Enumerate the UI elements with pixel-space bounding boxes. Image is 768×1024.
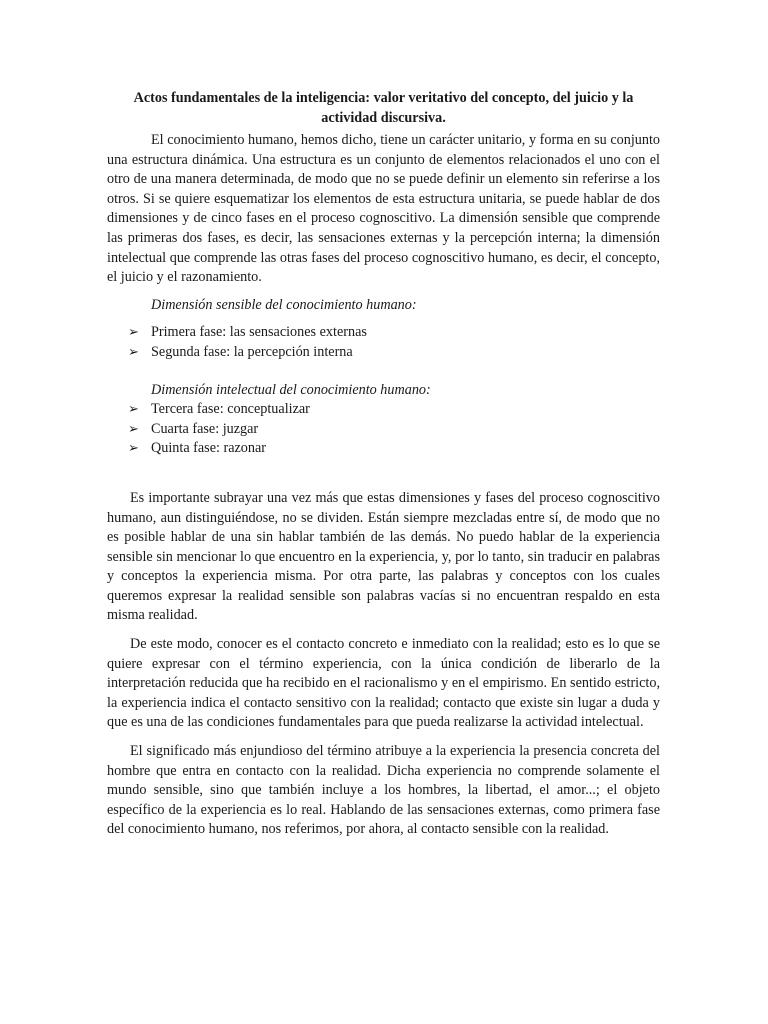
list-item (128, 420, 660, 440)
arrow-bullet-icon: ➢ (128, 421, 139, 437)
body-paragraph-1: Es importante subrayar una vez más que estas dimensiones y fases del proceso cognoscitivo humano, aun distinguiéndose, no se dividen. Están siempre mezcladas entre sí, de modo que no es posible hablar de una sin hablar también de las demás. No puedo hablar de la experiencia sensible sin mencionar lo que encuentro en la experiencia, y, por lo tanto, sin traducir en palabras y conceptos la experiencia misma. Por otra parte, las palabras y conceptos con los cuales queremos expresar la realidad sensible son palabras vacías si no encuentran respaldo en esta misma realidad. (107, 489, 660, 624)
body-paragraph-3: El significado más enjundioso del término atribuye a la experiencia la presencia concreta del hombre que entra en contacto con la realidad. Dicha experiencia no comprende solamente el mundo sensible, sino que también incluye a los hombres, la libertad, el amor...; el objeto específico de la experiencia es lo real. Hablando de las sensaciones externas, como primera fase del conocimiento humano, nos referimos, por ahora, al contacto sensible con la realidad. (107, 743, 660, 838)
list-item (128, 400, 660, 420)
body-paragraph-2: De este modo, conocer es el contacto concreto e inmediato con la realidad; esto es lo que se quiere expresar con el término experiencia, con la única condición de liberarlo de la interpretación reducida que ha recibido en el racionalismo y en el empirismo. En sentido estricto, la experiencia indica el contacto sensitivo con la realidad; contacto que existe sin lugar a duda y que es una de las condiciones fundamentales para que pueda realizarse la actividad intelectual. (107, 636, 660, 731)
arrow-bullet-icon: ➢ (128, 325, 139, 341)
arrow-bullet-icon: ➢ (128, 402, 139, 418)
list-item-text: Tercera fase: conceptualizar (151, 401, 310, 418)
document-page (107, 88, 660, 840)
sensible-phase-list (107, 323, 660, 362)
intellectual-phase-list (107, 400, 660, 459)
arrow-bullet-icon: ➢ (128, 441, 139, 457)
arrow-bullet-icon: ➢ (128, 344, 139, 360)
list-item-text: Quinta fase: razonar (151, 440, 267, 457)
list-item-text: Cuarta fase: juzgar (151, 420, 259, 437)
document-title: Actos fundamentales de la inteligencia: valor veritativo del concepto, del juicio y la actividad discursiva. (133, 90, 634, 126)
list-item-text: Primera fase: las sensaciones externas (151, 324, 367, 341)
intro-paragraph: El conocimiento humano, hemos dicho, tiene un carácter unitario, y forma en su conjunto una estructura dinámica. Una estructura es un conjunto de elementos relacionados el uno con el otro de una manera determinada, de modo que no se puede definir un elemento sin referirse a los otros. Si se quiere esquematizar los elementos de esta estructura unitaria, se puede hablar de dos dimensiones y de cinco fases en el proceso cognoscitivo. La dimensión sensible que comprende las primeras dos fases, es decir, las sensaciones externas y la percepción interna; la dimensión intelectual que comprende las otras fases del proceso cognoscitivo humano, es decir, el concepto, el juicio y el razonamiento. (107, 132, 660, 286)
intellectual-dimension-heading: Dimensión intelectual del conocimiento humano: (151, 381, 431, 398)
list-item-text: Segunda fase: la percepción interna (151, 343, 353, 360)
list-item (128, 323, 660, 343)
sensible-dimension-heading: Dimensión sensible del conocimiento humano: (151, 296, 417, 313)
list-item (128, 343, 660, 363)
list-item (128, 439, 660, 459)
